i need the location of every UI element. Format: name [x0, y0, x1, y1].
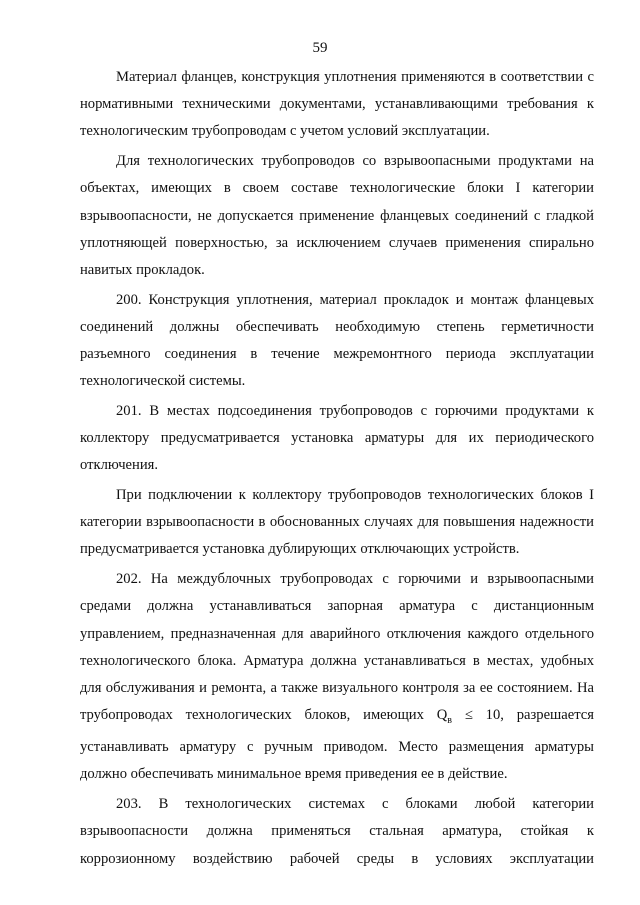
paragraph-201: 201. В местах подсоединения трубопроводов с горючими продуктами к коллектору предусматривается установка арматуры для их периодического отключения. [80, 402, 594, 474]
formula-relation: ≤ 10 [452, 707, 501, 724]
formula-q-limit [436, 707, 501, 727]
formula-symbol: Q [436, 707, 448, 724]
paragraph-flange-material: Материал фланцев, конструкция уплотнения применяются в соответствии с нормативными техническими документами, устанавливающими требования к технологическим трубопроводам с учетом условий эксплуатации. [80, 69, 594, 140]
paragraph-explosive-products: Для технологических трубопроводов со взрывоопасными продуктами на объектах, имеющих в своем составе технологические блоки I категории взрывоопасности, не допускается применение фланцевых соединений с гладкой уплотняющей поверхностью, за исключением случаев применения спирально навитых прокладок. [80, 153, 594, 278]
paragraph-202 [80, 566, 594, 789]
paragraph-202-text-end: , разрешается устанавливать арматуру с ручным приводом. Место размещения арматуры должно обеспечивать минимальное время приведения ее в действие. [80, 707, 594, 783]
page-number: 59 [312, 40, 328, 56]
paragraph-collector-connection: При подключении к коллектору трубопроводов технологических блоков I категории взрывоопасности в обоснованных случаях для повышения надежности предусматривается установка дублирующих отключающих устройств. [80, 487, 594, 558]
document-body [80, 64, 594, 873]
paragraph-203: 203. В технологических системах с блоками любой категории взрывоопасности должна применяться стальная арматура, стойкая к коррозионному воздействию рабочей среды в условиях эксплуатации [80, 796, 594, 867]
paragraph-202-text-start: 202. На междублочных трубопроводах с горючими и взрывоопасными средами должна устанавливаться запорная арматура с дистанционным управлением, предназначенная для аварийного отключения каждого отдельного технологического блока. Арматура должна устанавливаться в местах, удобных для обслуживания и ремонта, а также визуального контроля за ее состоянием. На трубопроводах технологических блоков, имеющих [80, 571, 594, 724]
paragraph-200: 200. Конструкция уплотнения, материал прокладок и монтаж фланцевых соединений должны обеспечивать необходимую степень герметичности разъемного соединения в течение межремонтного периода эксплуатации технологической системы. [80, 291, 594, 390]
formula-subscript: в [447, 715, 453, 727]
